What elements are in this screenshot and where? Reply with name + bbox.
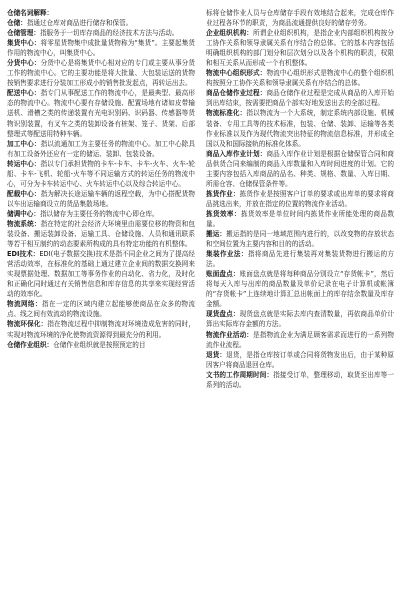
section-heading: 仓储名词解释： xyxy=(7,9,54,17)
term-label: 集装作业法： xyxy=(206,250,248,259)
term-label: 文书的工作周期时间： xyxy=(206,370,274,379)
term-definition: 拣货效率是单位时间内拣货作业所能处理的商品数量。 xyxy=(206,209,394,228)
term-definition: 搬运指的是同一地域范围内进行的，以改变物的存放状态和空间位置为主要内容和目的的活动。 xyxy=(206,230,394,249)
term-label: 集货中心： xyxy=(7,39,41,48)
term-label: 商品入库作业计划： xyxy=(206,149,267,158)
term-label: 配送中心： xyxy=(7,89,41,98)
term-definition: 现货盘点就是实际去库内查清数量，再依商品单价计算出实际库存金额的方法。 xyxy=(206,310,394,329)
term-definition: 物流中心组织形式是物流中心的整个组织机构按照分工协作关系和领导隶属关系有序结合的总体。 xyxy=(206,69,394,88)
term-definition: 指以流通加工为主要任务的物流中心。加工中心除具有加工设备外还应有一定的储运、装卸、包装设备。 xyxy=(7,139,195,158)
term-definition: 是指物流企业为满足顾客需求而进行的一系列物流作业流程。 xyxy=(206,330,394,349)
term-label: 分货中心： xyxy=(7,59,41,68)
right-column xyxy=(206,8,394,603)
term-entry xyxy=(206,209,394,229)
term-entry xyxy=(7,18,195,28)
term-entry xyxy=(7,299,195,319)
term-entry xyxy=(206,229,394,249)
term-definition: 分货中心是将集货中心相对应的专门或主要从事分货工作的物流中心。它的主要功能是将大批量、大包装运送的货物按销售要求进行分装加工形成小的销售批发起点，再转运出去。 xyxy=(7,59,195,88)
term-definition: 标将仓储作业人员与仓库储存手段有效地结合起来，完成仓库作业过程各环节的职责，为商品流通提供良好的储存劳务。 xyxy=(206,9,394,28)
term-definition: 指在特定的社会经济大环境里由需要位移的物资和包装设备、搬运装卸设备、运输工具、仓储设施、人员和通讯联系等若干相互制约的动态要素所构成的具有特定功能的有机整体。 xyxy=(7,219,195,249)
term-label: 账面盘点： xyxy=(206,270,240,279)
term-definition: 指将商品先进行集装再对集装货物进行搬运的方法。 xyxy=(206,250,394,269)
term-entry xyxy=(206,28,394,68)
term-entry xyxy=(206,330,394,350)
term-definition: 仓储作业组织就是按照预定的目 xyxy=(53,340,146,349)
term-entry xyxy=(7,319,195,339)
term-definition: 指接受订单，整理移动，取货至出库等一系列的活动。 xyxy=(206,370,394,389)
term-definition: 指以物流为一个大系统，制定系统内部设施、机械装备、专用工具等的技术标准，包装、仓储、装卸、运输等各类作业标准以及作为现代物流突出特征的物流信息标准，并形成全国以及和国际接轨的标准化体系。 xyxy=(206,109,394,148)
term-definition: 指服务于一切库存商品的经济技术方法与活动。 xyxy=(39,29,179,38)
term-entry xyxy=(206,370,394,390)
term-entry xyxy=(206,249,394,269)
term-label: 拣货作业： xyxy=(206,189,240,198)
term-definition: 指为解决长途运输车辆的返程空载，为中心搭配货物以车出运输商设立的货品集散场地。 xyxy=(7,189,195,208)
term-entry xyxy=(7,159,195,189)
term-label: 储调中心： xyxy=(7,209,40,218)
term-label: 物流作业活动： xyxy=(206,330,254,339)
term-entry xyxy=(206,88,394,108)
term-label: 物流标准化： xyxy=(206,109,247,118)
term-label: 物流环保化： xyxy=(7,320,48,329)
term-entry xyxy=(206,108,394,148)
term-definition: 指通过仓库对商品进行储存和保管。 xyxy=(26,19,133,28)
term-definition: 退货，是指仓库按订单或合同将货物发出后，由于某种原因客户将商品退回仓库。 xyxy=(206,350,394,369)
term-label: 商品仓储作业过程： xyxy=(206,89,267,98)
term-label: 仓储作业组织： xyxy=(7,340,54,349)
term-entry xyxy=(7,88,195,138)
term-label: EDI技术： xyxy=(7,250,40,259)
term-entry xyxy=(7,139,195,159)
term-entry xyxy=(206,8,394,28)
term-entry xyxy=(7,249,195,299)
term-entry xyxy=(7,219,195,249)
term-entry xyxy=(7,340,195,350)
term-definition: 指以储存为主要任务的物流中心即仓库。 xyxy=(39,209,159,218)
term-label: 仓储管理： xyxy=(7,29,40,38)
term-definition: 账面盘点就是将每种商品分别设立“存货帐卡”，然后将每天入库与出库的商品数量及单价记录在电子计算机或帐簿的“存货帐卡”上连续地计算汇总出帐面上的库存结余数量及库存金额。 xyxy=(206,270,394,309)
term-label: 拣货效率： xyxy=(206,209,241,218)
term-label: 搬运： xyxy=(206,230,227,239)
term-entry xyxy=(7,38,195,58)
term-definition: 指专门从事配送工作的物流中心，是最典型、最高形态的物流中心。物流中心要有存储设施、配置场地有诸如皮带输送机、滑槽之类的传递装置有光电识别码、识码器、传感器等货物识别装置，有叉车之类的装卸设备有桩架、笼子、货架、后部整理式等配送用特种车辆。 xyxy=(7,89,195,138)
term-label: 配载中心： xyxy=(7,189,41,198)
term-entry xyxy=(206,189,394,209)
term-definition: 指在物流过程中抑制物流对环境造成危害的同时，实现对物流环境的净化使物流资源得到最充分的利用。 xyxy=(7,320,195,339)
term-entry xyxy=(206,350,394,370)
term-entry xyxy=(206,269,394,309)
term-label: 现货盘点： xyxy=(206,310,240,319)
left-column xyxy=(7,8,195,603)
term-definition: 商品入库作业计划是根据仓储保管合同和商品供货合同来编制的商品入库数量和入库时间进度的计划。它的主要内容包括入库商品的品名、种类、规格、数量、入库日期、所需仓容、仓储保管条件等。 xyxy=(206,149,394,188)
term-definition: 商品仓储作业过程是完成从商品的入库开始到出库结束，按需要把商品个部实好地发送出去的全部过程。 xyxy=(206,89,394,108)
term-entry xyxy=(206,68,394,88)
term-entry xyxy=(7,209,195,219)
term-label: 物流中心组织形式： xyxy=(206,69,267,78)
right-entry-list xyxy=(206,8,394,390)
term-entry xyxy=(7,28,195,38)
term-entry xyxy=(206,149,394,189)
term-label: 转运中心： xyxy=(7,159,41,168)
term-label: 物流网络： xyxy=(7,300,42,309)
term-entry xyxy=(7,58,195,88)
left-entry-list xyxy=(7,18,195,350)
term-definition: 指在一定的区域内建立起能够使商品在众多的物流点、线之间有效流动的物流设施。 xyxy=(7,300,195,319)
term-definition: EDI(电子数据交换)技术是指不同企业之间为了提高经营活动效率，在标准化的基础上通过建立企业间的数据交换网来实现票据处理、数据加工等事务作业的自动化、省力化，及时化和正确化同时通过有关销售信息和库存信息的共享来实现经营活动的效率化。 xyxy=(7,250,195,299)
term-definition: 拣货作业是按照客户订单的要求或出库单的要求将商品挑选出来，并放在指定的位置的物流作业活动。 xyxy=(206,189,394,208)
term-label: 加工中心： xyxy=(7,139,41,148)
term-definition: 指以专门承担货物的卡车-卡车、卡车-火车、火车-轮船、卡车-飞机、轮船-火车等不同运输方式的转运任务的物流中心，可分为卡车转运中心、火车转运中心以及综合转运中心。 xyxy=(7,159,195,188)
term-label: 仓储： xyxy=(7,19,27,28)
term-definition: 将零星货物集中成批量货物称为“集货”。主要起集货作用的物流中心，叫集货中心。 xyxy=(7,39,195,58)
term-label: 企业组织机构： xyxy=(206,29,254,38)
term-label: 退货： xyxy=(206,350,227,359)
term-label: 物流系统： xyxy=(7,219,41,228)
term-entry xyxy=(7,189,195,209)
term-entry xyxy=(206,309,394,329)
term-definition: 所谓企业组织机构，是指企业内部组织机构按分工协作关系和领导隶属关系有序结合的总体。它的基本内容包括明确组织机构的部门划分和层次划分以及各个机构的职责，权限和相互关系从而形成一个有机整体。 xyxy=(206,29,394,68)
